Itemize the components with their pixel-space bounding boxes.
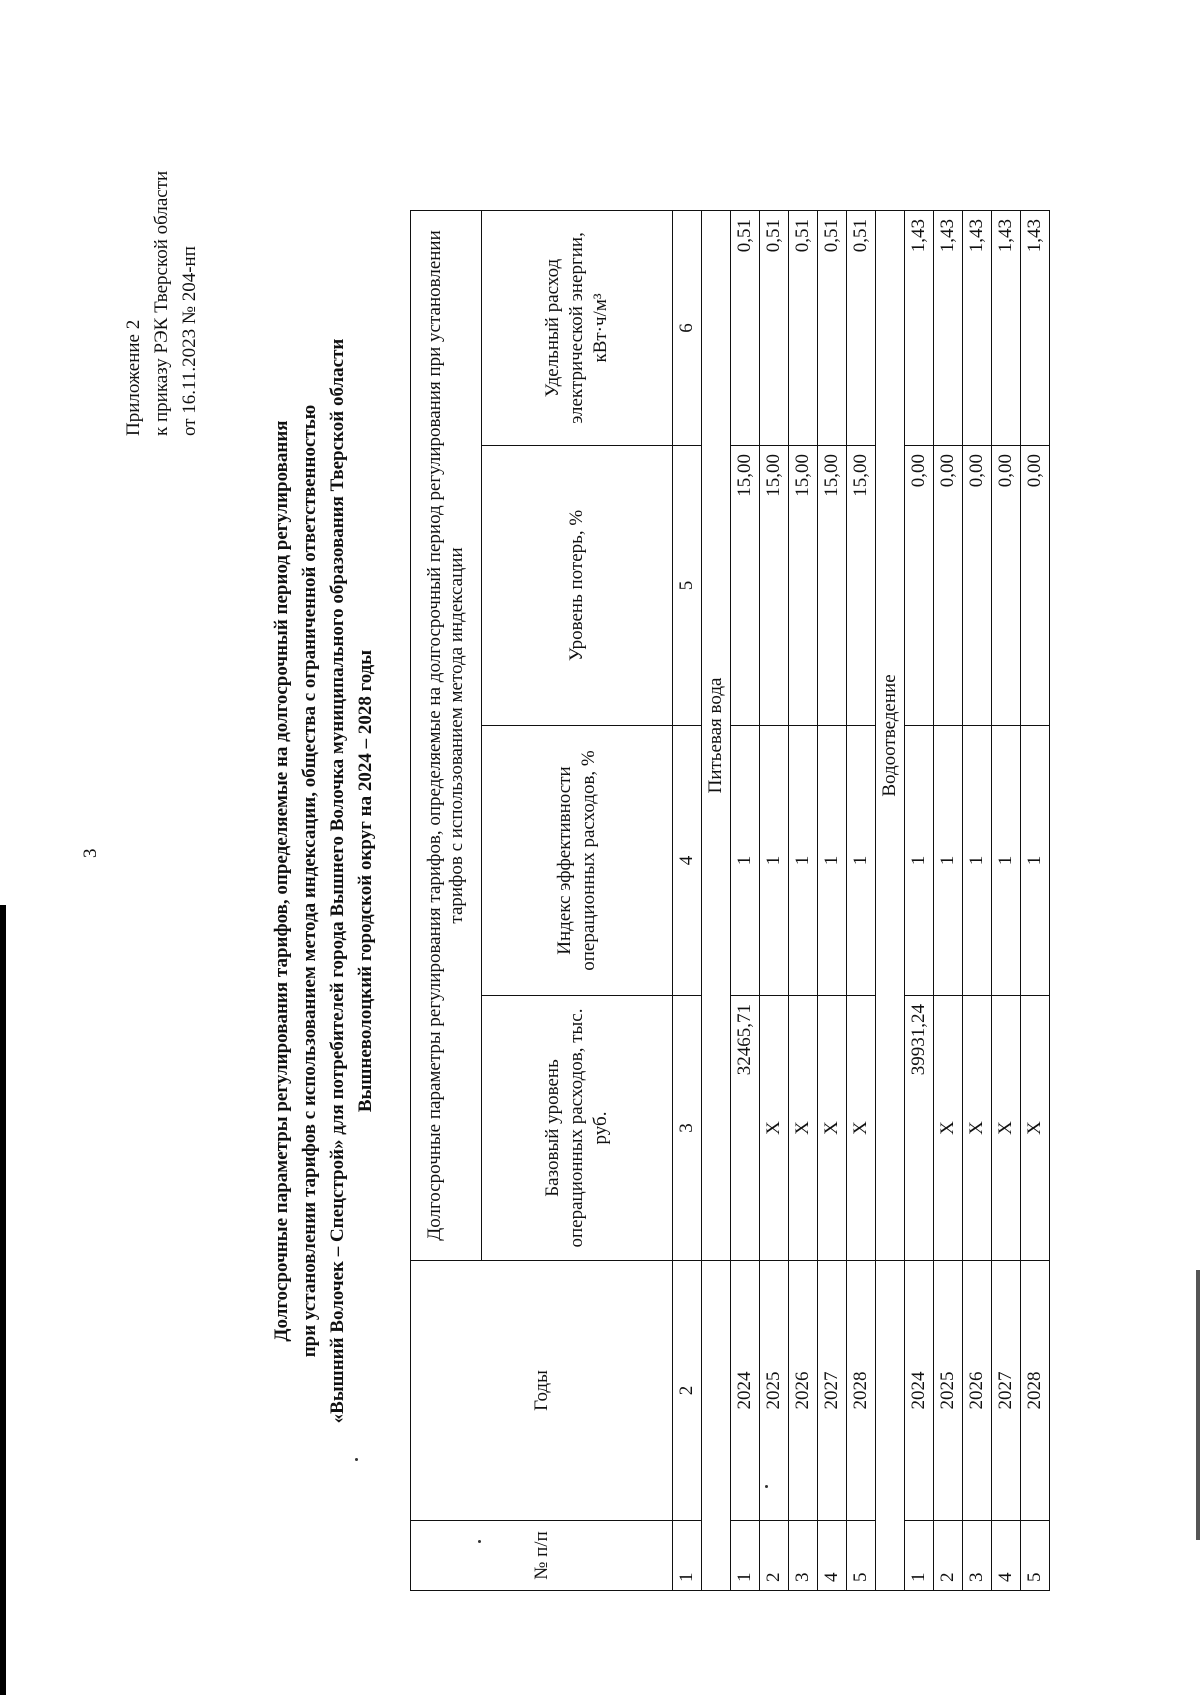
title-line: Долгосрочные параметры регулирования тарифов, определяемые на долгосрочный период регулирования [271,420,292,1342]
efficiency-index-cell: 1 [731,726,760,996]
energy-cell: 0,51 [847,210,876,445]
energy-cell: 0,51 [731,210,760,445]
energy-cell: 1,43 [905,210,934,445]
year-cell: 2027 [818,1261,847,1521]
row-number-cell: 2 [934,1521,963,1591]
title-line: «Вышний Волочек – Спецстрой» для потребителей города Вышнего Волочка муниципального образования Тверской области [327,338,348,1424]
base-level-cell: 32465,71 [731,996,760,1261]
section-blank-cell [702,1261,731,1591]
column-number: 5 [673,446,702,726]
efficiency-index-cell: 1 [760,726,789,996]
efficiency-index-cell: 1 [847,726,876,996]
row-number-cell: 4 [818,1521,847,1591]
table-row [789,210,818,1590]
table-row [992,210,1021,1590]
losses-cell: 15,00 [760,446,789,726]
page-number: 3 [80,848,101,858]
table-row [818,210,847,1590]
row-number-cell: 3 [963,1521,992,1591]
base-level-cell: X [992,996,1021,1261]
base-level-cell: X [963,996,992,1261]
losses-cell: 15,00 [818,446,847,726]
column-number: 1 [673,1521,702,1591]
efficiency-index-cell: 1 [789,726,818,996]
efficiency-index-cell: 1 [963,726,992,996]
appendix-line: Приложение 2 [123,319,144,436]
table-row [731,210,760,1590]
row-number-cell: 1 [905,1521,934,1591]
losses-cell: 0,00 [905,446,934,726]
year-cell: 2024 [731,1261,760,1521]
table-row [934,210,963,1590]
efficiency-index-cell: 1 [818,726,847,996]
title-line: при установлении тарифов с использованием метода индексации, общества с ограниченной ответственностью [299,404,320,1358]
energy-cell: 1,43 [934,210,963,445]
column-number: 3 [673,996,702,1261]
year-cell: 2028 [847,1261,876,1521]
efficiency-index-cell: 1 [992,726,1021,996]
parameters-table [410,210,1050,1591]
base-level-cell: X [1021,996,1050,1261]
appendix-line: от 16.11.2023 № 204-нп [179,246,200,436]
efficiency-index-cell: 1 [905,726,934,996]
row-number-cell: 2 [760,1521,789,1591]
section-row [876,210,905,1590]
losses-cell: 15,00 [789,446,818,726]
losses-cell: 0,00 [934,446,963,726]
energy-cell: 1,43 [1021,210,1050,445]
base-level-cell: X [760,996,789,1261]
appendix-header [120,171,204,436]
row-number-cell: 1 [731,1521,760,1591]
header-years: Годы [411,1261,673,1521]
year-cell: 2027 [992,1261,1021,1521]
header-base-level: Базовый уровень операционных расходов, тыс. руб. [482,996,673,1261]
section-title: Питьевая вода [702,210,731,1260]
energy-cell: 1,43 [963,210,992,445]
header-energy: Удельный расход электрической энергии, кВт·ч/м³ [482,210,673,445]
row-number-cell: 5 [1021,1521,1050,1591]
document-title [268,196,380,1566]
energy-cell: 0,51 [789,210,818,445]
energy-cell: 0,51 [818,210,847,445]
base-level-cell: X [934,996,963,1261]
year-cell: 2024 [905,1261,934,1521]
header-efficiency-index: Индекс эффективности операционных расходов, % [482,726,673,996]
column-number-row [673,210,702,1590]
title-line: Вышневолоцкий городской округ на 2024 – 2028 годы [355,649,376,1113]
table-row [905,210,934,1590]
column-number: 6 [673,210,702,445]
energy-cell: 0,51 [760,210,789,445]
row-number-cell: 5 [847,1521,876,1591]
column-number: 2 [673,1261,702,1521]
section-row [702,210,731,1590]
table-row [760,210,789,1590]
header-losses: Уровень потерь, % [482,446,673,726]
base-level-cell: X [847,996,876,1261]
losses-cell: 15,00 [731,446,760,726]
losses-cell: 0,00 [963,446,992,726]
table-row [847,210,876,1590]
section-title: Водоотведение [876,210,905,1260]
year-cell: 2026 [789,1261,818,1521]
header-group: Долгосрочные параметры регулирования тарифов, определяемые на долгосрочный период регулирования при установлении тарифов с использованием метода индексации [411,210,482,1260]
row-number-cell: 3 [789,1521,818,1591]
row-number-cell: 4 [992,1521,1021,1591]
table-row [1021,210,1050,1590]
losses-cell: 15,00 [847,446,876,726]
base-level-cell: X [818,996,847,1261]
year-cell: 2026 [963,1261,992,1521]
efficiency-index-cell: 1 [934,726,963,996]
energy-cell: 1,43 [992,210,1021,445]
year-cell: 2028 [1021,1261,1050,1521]
section-blank-cell [876,1261,905,1591]
year-cell: 2025 [934,1261,963,1521]
base-level-cell: X [789,996,818,1261]
table-row [963,210,992,1590]
losses-cell: 0,00 [992,446,1021,726]
year-cell: 2025 [760,1261,789,1521]
efficiency-index-cell: 1 [1021,726,1050,996]
appendix-line: к приказу РЭК Тверской области [151,170,172,436]
base-level-cell: 39931,24 [905,996,934,1261]
losses-cell: 0,00 [1021,446,1050,726]
column-number: 4 [673,726,702,996]
header-num: № п/п [411,1521,673,1591]
